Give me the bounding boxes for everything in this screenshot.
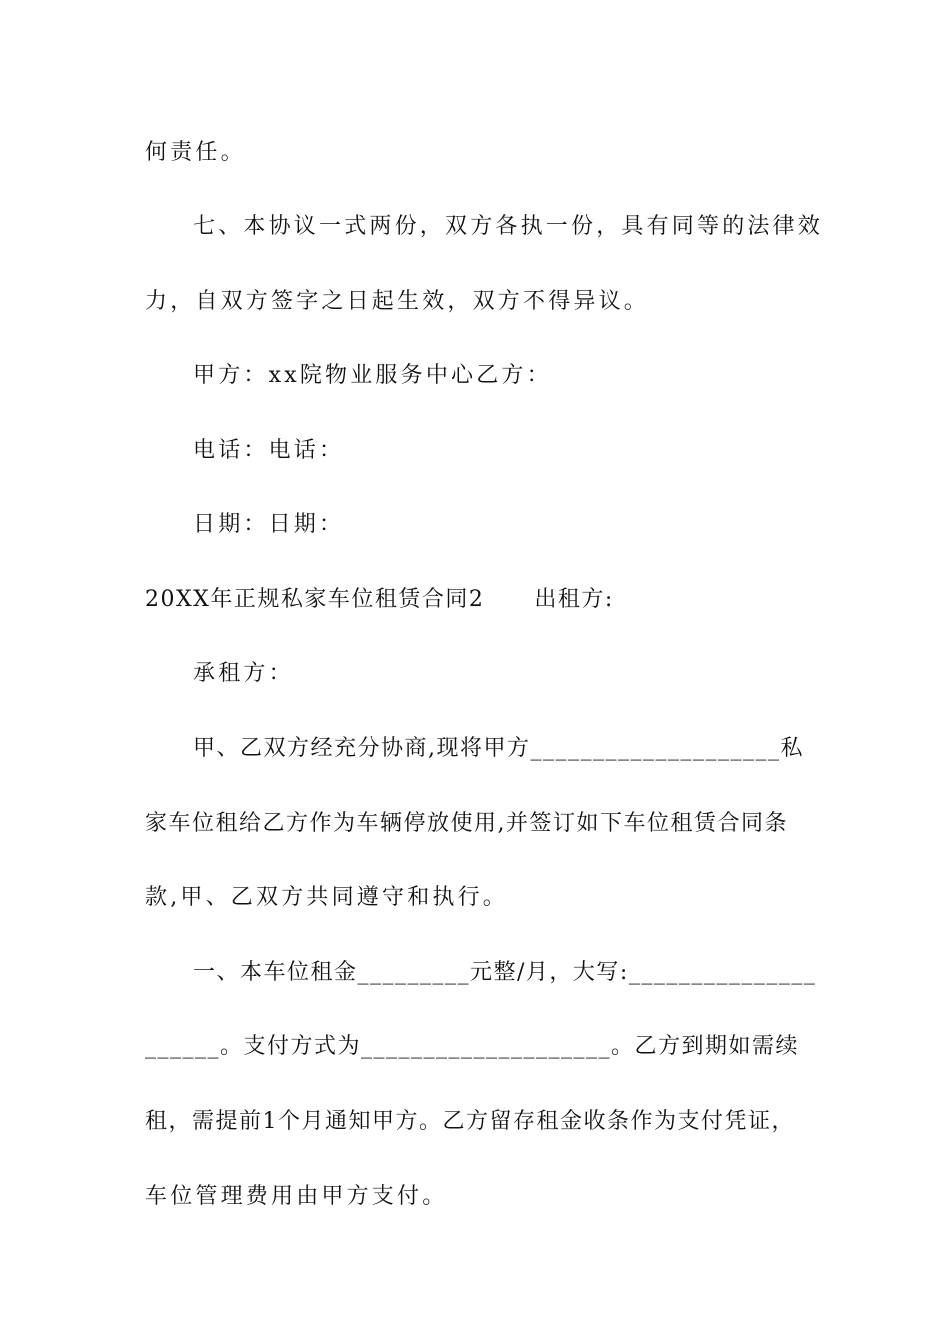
- clause-seven-line-2: 力，自双方签字之日起生效，双方不得异议。: [145, 289, 650, 314]
- intro-line-2: 家车位租给乙方作为车辆停放使用,并签订如下车位租赁合同条: [145, 811, 788, 836]
- lessee-label: 承租方：: [193, 661, 294, 686]
- intro-line-3: 款,甲、乙双方共同遵守和执行。: [145, 885, 508, 910]
- clause-one-line-4: 车位管理费用由甲方支付。: [145, 1184, 448, 1209]
- clause-one-line-2: ______。支付方式为____________________。乙方到期如需续: [145, 1034, 800, 1059]
- clause-one-line-1: 一、本车位租金_________元整/月，大写:_______________: [193, 960, 817, 985]
- contract-title: 20XX年正规私家车位租赁合同2: [145, 587, 485, 612]
- clause-one-line-3: 租，需提前1个月通知甲方。乙方留存租金收条作为支付凭证，: [145, 1109, 795, 1134]
- intro-line-1: 甲、乙双方经充分协商,现将甲方____________________私: [193, 736, 804, 761]
- lessor-label: 出租方:: [534, 587, 614, 612]
- contract-title-line: [145, 585, 825, 615]
- party-a-line: 甲方：xx院物业服务中心乙方：: [193, 363, 552, 388]
- clause-seven-line-1: 七、本协议一式两份，双方各执一份，具有同等的法律效: [193, 214, 824, 239]
- phone-line: 电话：电话：: [193, 438, 345, 463]
- date-line: 日期：日期：: [193, 512, 345, 537]
- paragraph-line: 何责任。: [145, 140, 246, 165]
